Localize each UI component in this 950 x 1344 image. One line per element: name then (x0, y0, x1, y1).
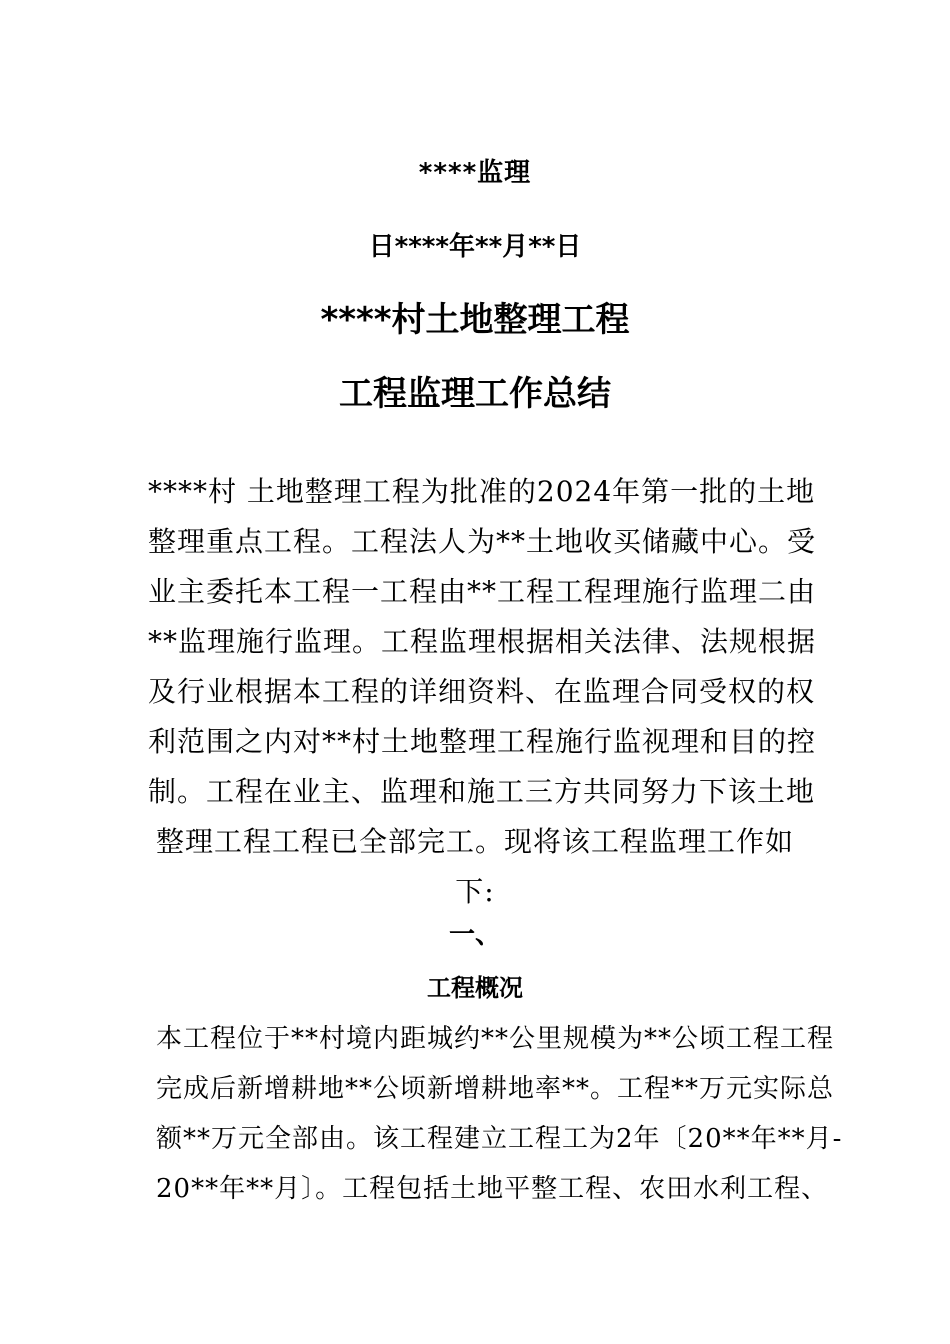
intro-line: 整理重点工程。工程法人为**土地收买储藏中心。受 (148, 525, 817, 558)
intro-line: 业主委托本工程一工程由**工程工程理施行监理二由 (148, 575, 817, 608)
document-title-line-1: ****村土地整理工程 (320, 300, 630, 340)
section-heading: 工程概况 (427, 974, 523, 1002)
intro-line: ****村 土地整理工程为批准的2024年第一批的土地 (148, 475, 816, 508)
body-line: 完成后新增耕地**公顷新增耕地率**。工程**万元实际总 (156, 1074, 835, 1104)
intro-line: 整理工程工程已全部完工。现将该工程监理工作如 (155, 825, 794, 858)
intro-line: **监理施行监理。工程监理根据相关法律、法规根据 (148, 625, 817, 658)
body-line: 额**万元全部由。该工程建立工程工为2年〔20**年**月- (156, 1124, 843, 1154)
intro-line: 利范围之内对**村土地整理工程施行监视理和目的控 (148, 725, 817, 758)
intro-line: 及行业根据本工程的详细资料、在监理合同受权的权 (148, 675, 816, 708)
body-line: 20**年**月〕。工程包括土地平整工程、农田水利工程、 (156, 1174, 829, 1204)
document-title-line-2: 工程监理工作总结 (339, 374, 611, 414)
intro-line: 下: (455, 875, 495, 908)
supervisor-org-signature: ****监理 (418, 158, 532, 188)
body-line: 本工程位于**村境内距城约**公里规模为**公顷工程工程 (156, 1024, 835, 1054)
signature-date: 日****年**月**日 (368, 232, 582, 262)
section-number: 一、 (448, 920, 501, 950)
intro-line: 制。工程在业主、监理和施工三方共同努力下该土地 (148, 775, 816, 808)
